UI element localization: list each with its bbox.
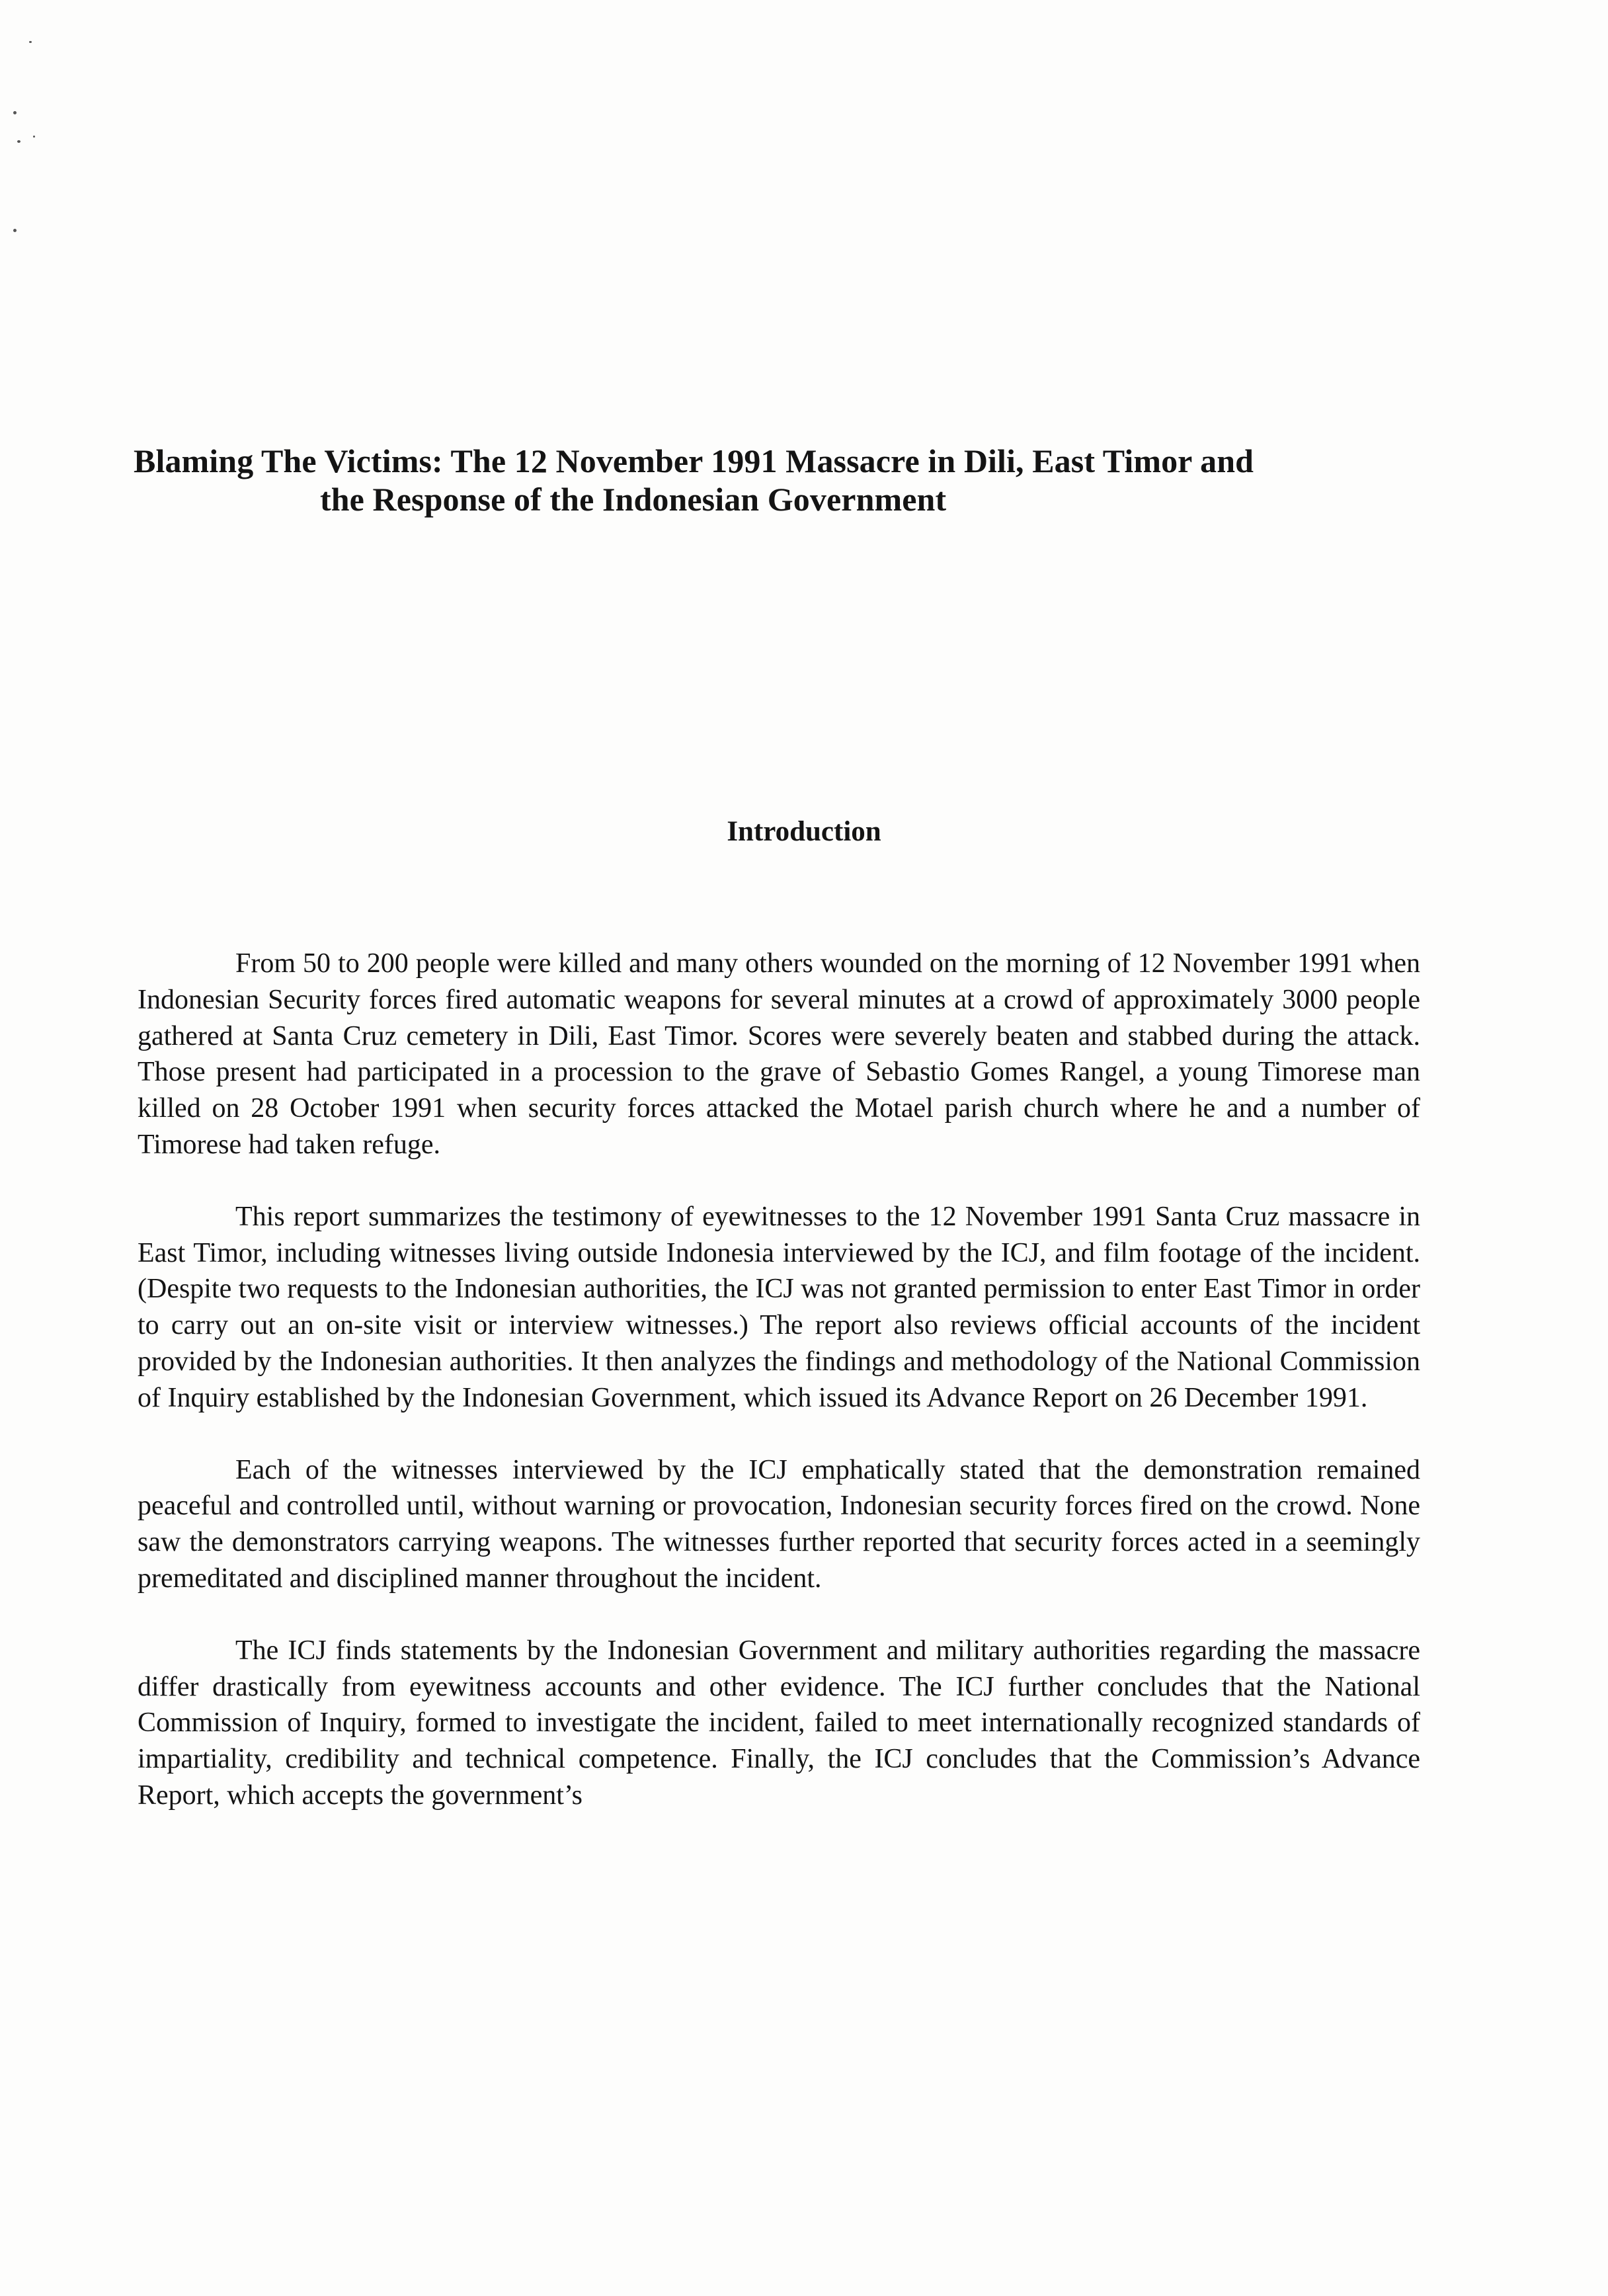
paragraph: From 50 to 200 people were killed and many others wounded on the morning of 12 November 1991 when Indonesian Security forces fired automatic weapons for several minutes at a crowd of approximately 3000 people gathered at Santa Cruz cemetery in Dili, East Timor. Scores were severely beaten and stabbed during the attack. Those present had participated in a procession to the grave of Sebastio Gomes Rangel, a young Timorese man killed on 28 October 1991 when security forces attacked the Motael parish church where he and a number of Timorese had taken refuge. xyxy=(138,948,1420,1160)
paragraph: Each of the witnesses interviewed by the ICJ emphatically stated that the demonstration remained peaceful and controlled until, without warning or provocation, Indonesian security forces fired on the crowd. None saw the demonstrators carrying weapons. The witnesses further reported that security forces acted in a seemingly premeditated and disciplined manner throughout the incident. xyxy=(138,1454,1420,1594)
scan-speck xyxy=(33,136,35,138)
body-text xyxy=(138,946,1420,1814)
section-heading: Introduction xyxy=(727,816,881,847)
paragraph: This report summarizes the testimony of eyewitnesses to the 12 November 1991 Santa Cruz massacre in East Timor, including witnesses living outside Indonesia interviewed by the ICJ, and film footage of the incident. (Despite two requests to the Indonesian authorities, the ICJ was not granted permission to enter East Timor in order to carry out an on-site visit or interview witnesses.) The report also reviews official accounts of the incident provided by the Indonesian authorities. It then analyzes the findings and methodology of the National Commission of Inquiry established by the Indonesian Government, which issued its Advance Report on 26 December 1991. xyxy=(138,1201,1420,1413)
title-line-2: the Response of the Indonesian Government xyxy=(320,481,947,518)
document-title xyxy=(134,442,1423,518)
scan-speck xyxy=(29,41,32,43)
scan-speck xyxy=(13,229,17,232)
paragraph: The ICJ finds statements by the Indonesian Government and military authorities regarding the massacre differ drastically from eyewitness accounts and other evidence. The ICJ further concludes that the National Commission of Inquiry, formed to investigate the incident, failed to meet internationally recognized standards of impartiality, credibility and technical competence. Finally, the ICJ concludes that the Commission’s Advance Report, which accepts the government’s xyxy=(138,1635,1420,1811)
scan-speck xyxy=(13,111,17,114)
title-line-1: Blaming The Victims: The 12 November 1991 Massacre in Dili, East Timor and xyxy=(134,442,1254,479)
scan-speck xyxy=(17,140,20,143)
